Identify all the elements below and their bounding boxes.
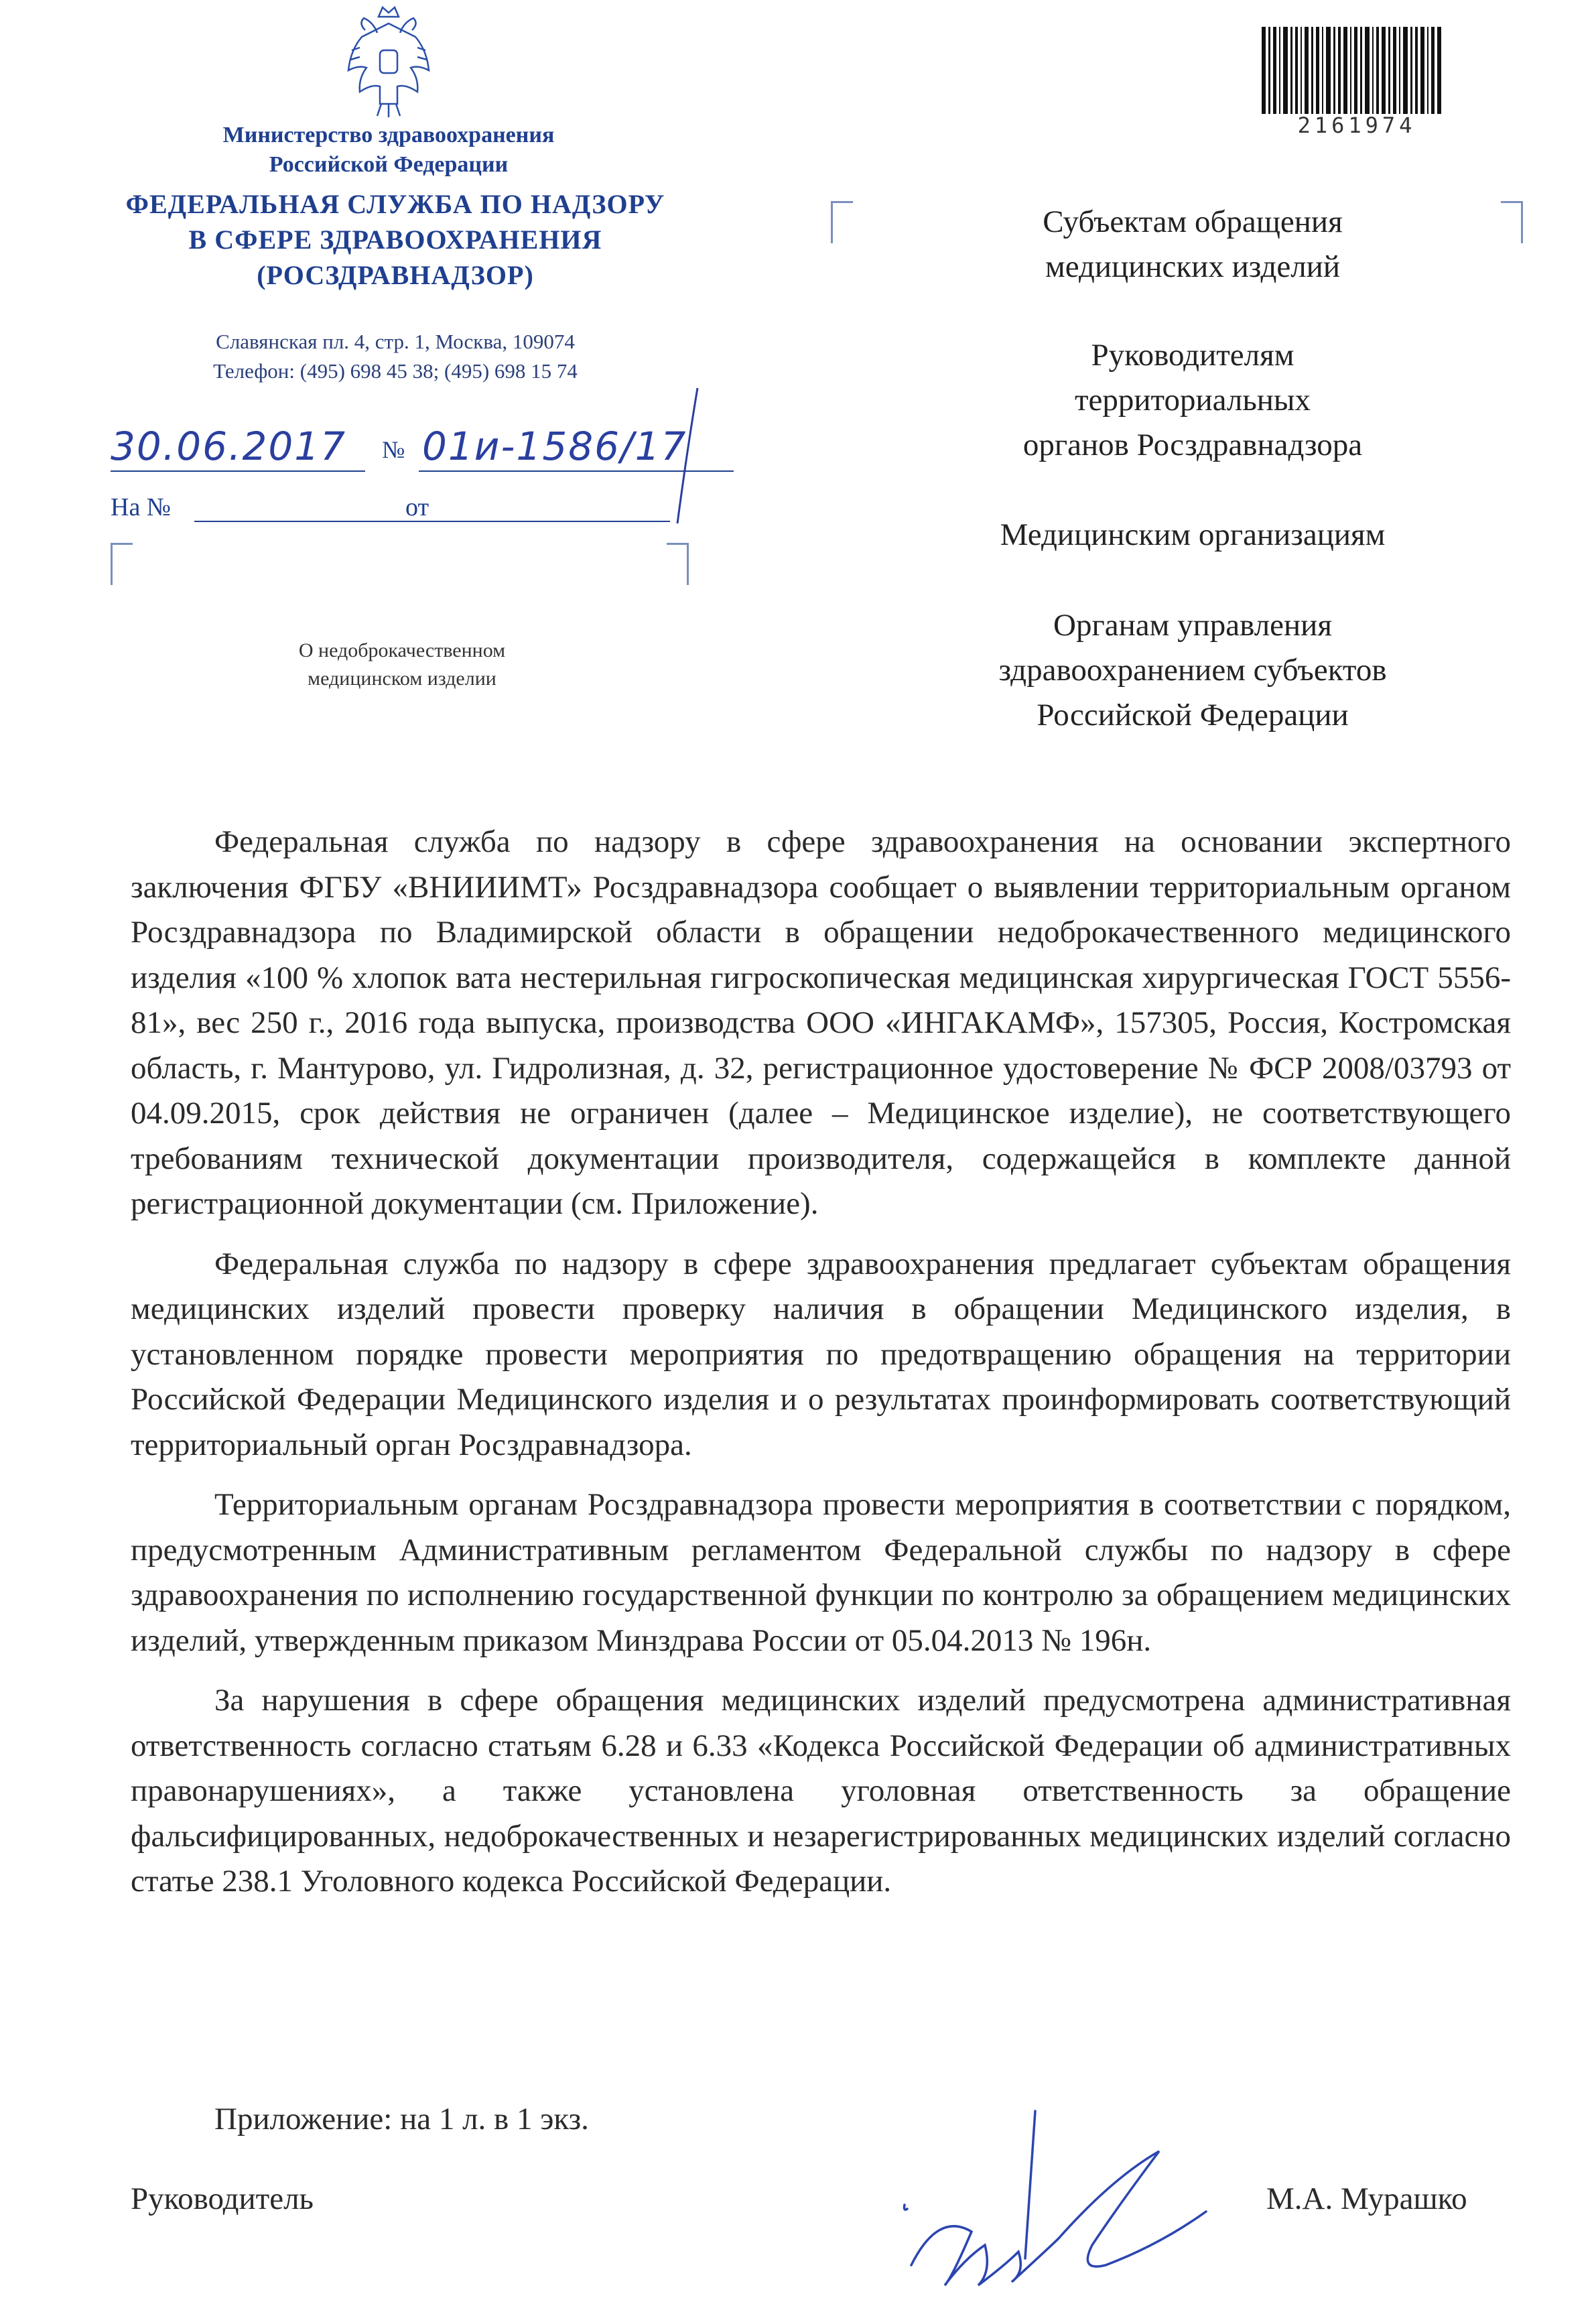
bracket-top-right [667,543,689,585]
addressee-line: здравоохранением субъектов [998,653,1387,688]
organization-address [134,327,657,386]
date-underline [111,470,365,472]
bracket-top-left [111,543,133,585]
coat-of-arms-emblem [338,3,439,121]
addressee-line: Российской Федерации [1037,698,1349,732]
addressee-line: медицинских изделий [1045,249,1340,284]
addressee-line: Органам управления [1053,608,1332,643]
addressee-bracket-left [831,201,853,243]
addressee-line: Субъектам обращения [1043,204,1343,239]
service-line-3: (РОСЗДРАВНАДЗОР) [257,260,534,290]
service-name [101,186,690,293]
signer-title: Руководитель [131,2181,314,2216]
signer-name: М.А. Мурашко [1266,2181,1467,2216]
addressee-line: Медицинским организациям [1000,517,1386,552]
addressee-4 [925,603,1461,738]
registration-row [111,417,740,477]
ref-from-line [449,521,670,522]
barcode-number: 2161974 [1297,113,1416,138]
service-line-1: ФЕДЕРАЛЬНАЯ СЛУЖБА ПО НАДЗОРУ [125,189,665,219]
ref-number-label: На № [111,493,172,521]
number-label: № [382,436,405,463]
attachment-note: Приложение: на 1 л. в 1 экз. [214,2102,589,2136]
ref-from-label: от [405,493,429,521]
body-paragraph: За нарушения в сфере обращения медицинских изделий предусмотрена административная ответственность согласно статьям 6.28 и 6.33 «Кодекса Российской Федерации об административных правонарушениях», а также установлена уголовная ответственность за обращение фальсифицированных, недоброкачественных и незарегистрированных медицинских изделий согласно статье 238.1 Уголовного кодекса Российской Федерации. [131,1683,1511,1899]
body-paragraph: Территориальным органам Росздравнадзора провести мероприятия в соответствии с порядком, предусмотренным Административным регламентом Федеральной службы по надзору в сфере здравоохранения по исполнению государственной функции по контролю за обращением медицинских изделий, утвержденным приказом Минздрава России от 05.04.2013 № 196н. [131,1487,1511,1658]
address-line-2: Телефон: (495) 698 45 38; (495) 698 15 74 [213,359,578,383]
barcode-image [1262,27,1443,114]
address-line-1: Славянская пл. 4, стр. 1, Москва, 109074 [216,330,575,353]
subject-line-1: О недоброкачественном [298,639,506,661]
addressee-bracket-right [1501,201,1523,243]
ministry-line-1: Министерство здравоохранения [222,123,555,147]
addressee-line: Руководителям [1091,338,1294,373]
body-paragraph: Федеральная служба по надзору в сфере здравоохранения на основании экспертного заключения ФГБУ «ВНИИИМТ» Росздравнадзора сообщает о выявлении территориальным органом Росздравнадзора по Владимирской области в обращении недоброкачественного медицинского изделия «100 % хлопок вата нестерильная гигроскопическая медицинская хирургическая ГОСТ 5556-81», вес 250 г., 2016 года выпуска, производства ООО «ИНГАКАМФ», 157305, Россия, Костромская область, г. Мантурово, ул. Гидролизная, д. 32, регистрационное удостоверение № ФСР 2008/03793 от 04.09.2015, срок действия не ограничен (далее – Медицинское изделие), не соответствующего требованиям технической документации производителя, содержащейся в комплекте данной регистрационной документации (см. Приложение). [131,824,1511,1221]
ministry-name [154,121,623,180]
registration-number: 01и-1586/17 [422,424,687,469]
service-line-2: В СФЕРЕ ЗДРАВООХРАНЕНИЯ [188,225,602,255]
letter-subject [255,637,549,693]
letter-body [131,820,1511,1919]
body-paragraph: Федеральная служба по надзору в сфере здравоохранения предлагает субъектам обращения медицинских изделий провести проверку наличия в обращении Медицинского изделия, в установленном порядке провести мероприятия по предотвращению обращения на территории Российской Федерации Медицинского изделия и о результатах проинформировать соответствующий территориальный орган Росздравнадзора. [131,1246,1511,1462]
ministry-line-2: Российской Федерации [269,152,509,177]
reference-row [111,493,714,533]
handwritten-signature [891,2044,1266,2298]
registration-date: 30.06.2017 [111,424,347,469]
addressee-3 [925,513,1461,558]
subject-line-2: медицинском изделии [308,667,496,690]
addressee-2 [925,333,1461,468]
addressee-line: территориальных [1074,383,1311,418]
addressee-line: органов Росздравнадзора [1022,428,1363,462]
addressee-1 [925,200,1461,290]
